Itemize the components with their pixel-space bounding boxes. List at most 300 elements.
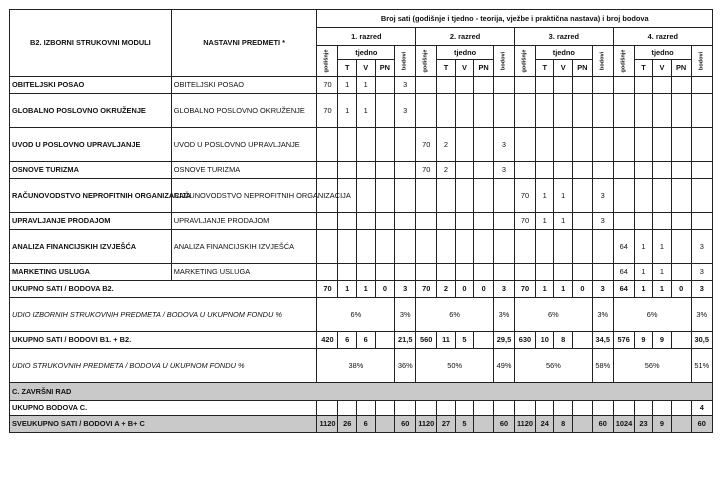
- totals-b2-cell-g1-c2: 1: [338, 281, 357, 298]
- curriculum-table-container: [9, 9, 713, 433]
- module-cell-g4-c1: [613, 128, 634, 162]
- totals-b2-cell-g4-c4: 0: [671, 281, 691, 298]
- grand-total-cell-g3-c2: 24: [535, 416, 554, 433]
- module-subject: GLOBALNO POSLOVNO OKRUŽENJE: [171, 94, 317, 128]
- module-cell-g1-c3: [356, 264, 375, 281]
- module-cell-g1-c3: [356, 128, 375, 162]
- module-cell-g4-c4: [671, 264, 691, 281]
- module-cell-g4-c2: [634, 128, 653, 162]
- module-cell-g3-c2: [535, 230, 554, 264]
- module-cell-g2-c2: [437, 179, 456, 213]
- grand-total-cell-g2-c3: 5: [455, 416, 474, 433]
- totals-c-cell-g1-c3: [356, 401, 375, 416]
- module-cell-g1-c4: [375, 264, 395, 281]
- bodovi-header: [494, 46, 515, 77]
- module-cell-g2-c2: 2: [437, 162, 456, 179]
- totals-c-cell-g4-c5: 4: [691, 401, 713, 416]
- module-subject: RAČUNOVODSTVO NEPROFITNIH ORGANIZACIJA: [171, 179, 317, 213]
- totals-c-cell-g2-c5: [494, 401, 515, 416]
- module-cell-g3-c2: [535, 94, 554, 128]
- module-cell-g2-c3: [455, 213, 474, 230]
- totals-b2-label: UKUPNO SATI / BODOVA B2.: [10, 281, 317, 298]
- module-name: GLOBALNO POSLOVNO OKRUŽENJE: [10, 94, 172, 128]
- prakticna-nastava-header: PN: [474, 60, 494, 77]
- totals-b2-cell-g3-c4: 0: [573, 281, 593, 298]
- module-cell-g3-c1: 70: [514, 179, 535, 213]
- module-cell-g3-c5: [592, 77, 613, 94]
- totals-b1b2-cell-g4-c3: 9: [653, 332, 672, 349]
- tjedno-header: tjedno: [535, 46, 592, 60]
- module-cell-g4-c5: [691, 179, 713, 213]
- totals-b1b2-cell-g2-c1: 560: [416, 332, 437, 349]
- module-cell-g3-c3: 1: [554, 213, 573, 230]
- module-cell-g2-c5: [494, 264, 515, 281]
- prakticna-nastava-header: PN: [671, 60, 691, 77]
- module-cell-g2-c4: [474, 179, 494, 213]
- godisnje-header: [514, 46, 535, 77]
- totals-b2-cell-g3-c2: 1: [535, 281, 554, 298]
- module-cell-g2-c2: [437, 94, 456, 128]
- module-cell-g1-c4: [375, 94, 395, 128]
- module-cell-g3-c1: 70: [514, 213, 535, 230]
- module-cell-g2-c1: 70: [416, 128, 437, 162]
- grade-header-3: 3. razred: [514, 28, 613, 46]
- header-b2-modules: B2. IZBORNI STRUKOVNI MODULI: [10, 10, 172, 77]
- totals-b2-cell-g3-c5: 3: [592, 281, 613, 298]
- share-b2-label: UDIO IZBORNIH STRUKOVNIH PREDMETA / BODOVA U UKUPNOM FONDU %: [10, 298, 317, 332]
- totals-c-cell-g2-c2: [437, 401, 456, 416]
- module-cell-g3-c4: [573, 264, 593, 281]
- totals-b1b2-cell-g3-c2: 10: [535, 332, 554, 349]
- module-name: MARKETING USLUGA: [10, 264, 172, 281]
- module-cell-g3-c3: [554, 77, 573, 94]
- module-cell-g1-c2: [338, 128, 357, 162]
- module-cell-g3-c3: [554, 128, 573, 162]
- module-cell-g4-c3: [653, 94, 672, 128]
- module-cell-g1-c2: [338, 264, 357, 281]
- totals-c-cell-g1-c2: [338, 401, 357, 416]
- module-cell-g1-c2: [338, 213, 357, 230]
- module-cell-g3-c2: [535, 128, 554, 162]
- module-cell-g2-c3: [455, 230, 474, 264]
- module-cell-g1-c3: [356, 213, 375, 230]
- module-cell-g1-c1: 70: [317, 77, 338, 94]
- module-cell-g3-c2: [535, 264, 554, 281]
- totals-b2-cell-g2-c5: 3: [494, 281, 515, 298]
- module-name: UPRAVLJANJE PRODAJOM: [10, 213, 172, 230]
- module-cell-g4-c4: [671, 162, 691, 179]
- grade-header-1: 1. razred: [317, 28, 416, 46]
- module-cell-g1-c4: [375, 162, 395, 179]
- module-cell-g4-c3: [653, 77, 672, 94]
- module-row: [10, 179, 713, 213]
- totals-b2-cell-g2-c3: 0: [455, 281, 474, 298]
- grand-total-cell-g4-c4: [671, 416, 691, 433]
- module-cell-g2-c3: [455, 128, 474, 162]
- totals-b1b2-cell-g2-c3: 5: [455, 332, 474, 349]
- module-cell-g3-c5: 3: [592, 213, 613, 230]
- godisnje-label: godišnje: [521, 49, 528, 73]
- grand-total-cell-g2-c1: 1120: [416, 416, 437, 433]
- module-cell-g2-c1: [416, 264, 437, 281]
- totals-c-cell-g1-c4: [375, 401, 395, 416]
- totals-c-cell-g4-c4: [671, 401, 691, 416]
- module-cell-g2-c4: [474, 162, 494, 179]
- grand-total-cell-g2-c2: 27: [437, 416, 456, 433]
- totals-b1b2-cell-g1-c4: [375, 332, 395, 349]
- module-cell-g2-c1: 70: [416, 162, 437, 179]
- totals-b2-cell-g3-c1: 70: [514, 281, 535, 298]
- module-cell-g4-c5: 3: [691, 264, 713, 281]
- module-cell-g4-c2: [634, 213, 653, 230]
- grand-total-cell-g4-c3: 9: [653, 416, 672, 433]
- module-cell-g3-c1: [514, 94, 535, 128]
- totals-b2-cell-g2-c1: 70: [416, 281, 437, 298]
- module-cell-g3-c3: [554, 94, 573, 128]
- totals-c-cell-g3-c2: [535, 401, 554, 416]
- totals-c-cell-g3-c1: [514, 401, 535, 416]
- module-cell-g3-c4: [573, 162, 593, 179]
- grade-header-2: 2. razred: [416, 28, 515, 46]
- module-cell-g1-c5: 3: [395, 77, 416, 94]
- module-cell-g3-c2: 1: [535, 213, 554, 230]
- share-b2-hours-pct-3: 6%: [514, 298, 592, 332]
- module-cell-g2-c2: [437, 230, 456, 264]
- share-b2-points-pct-3: 3%: [592, 298, 613, 332]
- module-cell-g4-c1: 64: [613, 230, 634, 264]
- module-cell-g4-c1: 64: [613, 264, 634, 281]
- tjedno-header: tjedno: [338, 46, 395, 60]
- module-cell-g2-c3: [455, 179, 474, 213]
- header-row-1: [10, 10, 713, 28]
- grand-total-cell-g1-c4: [375, 416, 395, 433]
- share-total-points-pct-3: 58%: [592, 349, 613, 383]
- module-cell-g3-c2: [535, 77, 554, 94]
- module-cell-g3-c3: [554, 162, 573, 179]
- totals-c-label: UKUPNO BODOVA C.: [10, 401, 317, 416]
- godisnje-header: [416, 46, 437, 77]
- module-cell-g1-c1: [317, 128, 338, 162]
- totals-b2-cell-g1-c3: 1: [356, 281, 375, 298]
- totals-b1b2-cell-g3-c1: 630: [514, 332, 535, 349]
- totals-b1b2-cell-g4-c5: 30,5: [691, 332, 713, 349]
- share-b2-points-pct-2: 3%: [494, 298, 515, 332]
- module-cell-g4-c3: 1: [653, 230, 672, 264]
- module-cell-g4-c5: 3: [691, 230, 713, 264]
- module-cell-g4-c1: [613, 213, 634, 230]
- module-row: [10, 128, 713, 162]
- module-subject: OSNOVE TURIZMA: [171, 162, 317, 179]
- module-cell-g2-c2: [437, 77, 456, 94]
- module-cell-g3-c5: [592, 264, 613, 281]
- totals-b1b2-label: UKUPNO SATI / BODOVI B1. + B2.: [10, 332, 317, 349]
- teorija-header: T: [535, 60, 554, 77]
- module-cell-g4-c3: [653, 128, 672, 162]
- totals-b1b2-row: [10, 332, 713, 349]
- module-cell-g4-c1: [613, 179, 634, 213]
- totals-b2-cell-g4-c3: 1: [653, 281, 672, 298]
- module-subject: OBITELJSKI POSAO: [171, 77, 317, 94]
- module-cell-g1-c2: 1: [338, 94, 357, 128]
- module-cell-g1-c5: [395, 162, 416, 179]
- module-cell-g1-c4: [375, 128, 395, 162]
- totals-b2-cell-g4-c5: 3: [691, 281, 713, 298]
- module-cell-g2-c1: [416, 94, 437, 128]
- module-cell-g3-c5: 3: [592, 179, 613, 213]
- module-cell-g4-c3: [653, 213, 672, 230]
- section-c-row: [10, 383, 713, 401]
- totals-b1b2-cell-g3-c4: [573, 332, 593, 349]
- module-cell-g4-c4: [671, 128, 691, 162]
- module-cell-g4-c4: [671, 179, 691, 213]
- bodovi-header: [691, 46, 713, 77]
- module-subject: MARKETING USLUGA: [171, 264, 317, 281]
- module-name: ANALIZA FINANCIJSKIH IZVJEŠĆA: [10, 230, 172, 264]
- module-cell-g4-c3: 1: [653, 264, 672, 281]
- module-cell-g2-c2: [437, 264, 456, 281]
- module-cell-g3-c2: 1: [535, 179, 554, 213]
- share-total-points-pct-2: 49%: [494, 349, 515, 383]
- module-cell-g1-c2: 1: [338, 77, 357, 94]
- module-cell-g2-c5: [494, 77, 515, 94]
- module-name: OSNOVE TURIZMA: [10, 162, 172, 179]
- module-cell-g2-c3: [455, 162, 474, 179]
- module-cell-g2-c5: 3: [494, 162, 515, 179]
- module-cell-g2-c3: [455, 77, 474, 94]
- module-cell-g2-c4: [474, 213, 494, 230]
- module-cell-g1-c3: [356, 179, 375, 213]
- module-cell-g2-c4: [474, 264, 494, 281]
- totals-c-cell-g4-c1: [613, 401, 634, 416]
- module-cell-g2-c1: [416, 230, 437, 264]
- share-total-label: UDIO STRUKOVNIH PREDMETA / BODOVA U UKUPNOM FONDU %: [10, 349, 317, 383]
- module-row: [10, 77, 713, 94]
- module-cell-g4-c4: [671, 213, 691, 230]
- totals-c-cell-g4-c2: [634, 401, 653, 416]
- module-cell-g2-c5: [494, 213, 515, 230]
- totals-b2-row: [10, 281, 713, 298]
- module-cell-g2-c3: [455, 264, 474, 281]
- module-cell-g4-c5: [691, 128, 713, 162]
- totals-b2-cell-g2-c2: 2: [437, 281, 456, 298]
- module-cell-g1-c1: [317, 230, 338, 264]
- module-cell-g4-c1: [613, 77, 634, 94]
- module-cell-g1-c1: 70: [317, 94, 338, 128]
- module-cell-g2-c2: 2: [437, 128, 456, 162]
- module-cell-g3-c3: [554, 230, 573, 264]
- share-total-hours-pct-4: 56%: [613, 349, 691, 383]
- module-cell-g3-c5: [592, 162, 613, 179]
- module-row: [10, 213, 713, 230]
- totals-c-cell-g1-c5: [395, 401, 416, 416]
- module-cell-g1-c5: [395, 230, 416, 264]
- module-name: OBITELJSKI POSAO: [10, 77, 172, 94]
- vjezbe-header: V: [356, 60, 375, 77]
- grand-total-label: SVEUKUPNO SATI / BODOVI A + B+ C: [10, 416, 317, 433]
- module-cell-g1-c5: [395, 128, 416, 162]
- totals-b1b2-cell-g2-c2: 11: [437, 332, 456, 349]
- module-cell-g1-c3: 1: [356, 94, 375, 128]
- module-cell-g3-c1: [514, 264, 535, 281]
- module-cell-g1-c5: [395, 213, 416, 230]
- module-cell-g1-c5: 3: [395, 94, 416, 128]
- grand-total-cell-g2-c4: [474, 416, 494, 433]
- godisnje-header: [613, 46, 634, 77]
- grand-total-cell-g1-c2: 26: [338, 416, 357, 433]
- module-cell-g4-c1: [613, 162, 634, 179]
- share-total-hours-pct-1: 38%: [317, 349, 395, 383]
- totals-c-cell-g2-c4: [474, 401, 494, 416]
- module-subject: UVOD U POSLOVNO UPRAVLJANJE: [171, 128, 317, 162]
- vjezbe-header: V: [455, 60, 474, 77]
- module-row: [10, 94, 713, 128]
- grand-total-cell-g4-c1: 1024: [613, 416, 634, 433]
- totals-b2-cell-g4-c1: 64: [613, 281, 634, 298]
- module-cell-g3-c5: [592, 128, 613, 162]
- module-row: [10, 162, 713, 179]
- grand-total-cell-g2-c5: 60: [494, 416, 515, 433]
- prakticna-nastava-header: PN: [573, 60, 593, 77]
- module-cell-g2-c5: [494, 179, 515, 213]
- module-cell-g1-c3: 1: [356, 77, 375, 94]
- module-cell-g4-c2: [634, 94, 653, 128]
- bodovi-label: bodovi: [500, 51, 507, 71]
- share-total-points-pct-1: 36%: [395, 349, 416, 383]
- totals-b2-cell-g1-c1: 70: [317, 281, 338, 298]
- section-c-title: C. ZAVRŠNI RAD: [10, 383, 713, 401]
- module-cell-g3-c4: [573, 77, 593, 94]
- module-subject: UPRAVLJANJE PRODAJOM: [171, 213, 317, 230]
- header-hours-title: Broj sati (godišnje i tjedno - teorija, vježbe i praktična nastava) i broj bodova: [317, 10, 713, 28]
- module-cell-g1-c4: [375, 213, 395, 230]
- totals-b1b2-cell-g1-c2: 6: [338, 332, 357, 349]
- module-cell-g4-c2: 1: [634, 230, 653, 264]
- module-cell-g4-c3: [653, 179, 672, 213]
- bodovi-label: bodovi: [401, 51, 408, 71]
- module-cell-g1-c1: [317, 162, 338, 179]
- module-cell-g2-c4: [474, 94, 494, 128]
- totals-b2-cell-g1-c5: 3: [395, 281, 416, 298]
- module-cell-g2-c2: [437, 213, 456, 230]
- module-row: [10, 230, 713, 264]
- module-cell-g1-c2: [338, 230, 357, 264]
- share-total-hours-pct-3: 56%: [514, 349, 592, 383]
- module-cell-g4-c4: [671, 77, 691, 94]
- header-subjects: NASTAVNI PREDMETI *: [171, 10, 317, 77]
- module-cell-g2-c4: [474, 230, 494, 264]
- totals-b1b2-cell-g4-c1: 576: [613, 332, 634, 349]
- totals-b2-cell-g2-c4: 0: [474, 281, 494, 298]
- totals-c-cell-g3-c4: [573, 401, 593, 416]
- module-cell-g2-c1: [416, 179, 437, 213]
- module-cell-g3-c2: [535, 162, 554, 179]
- godisnje-label: godišnje: [422, 49, 429, 73]
- share-total-row: [10, 349, 713, 383]
- module-cell-g2-c1: [416, 77, 437, 94]
- prakticna-nastava-header: PN: [375, 60, 395, 77]
- grand-total-cell-g4-c5: 60: [691, 416, 713, 433]
- totals-b1b2-cell-g2-c5: 29,5: [494, 332, 515, 349]
- module-cell-g3-c4: [573, 230, 593, 264]
- module-cell-g3-c5: [592, 94, 613, 128]
- module-cell-g1-c1: [317, 213, 338, 230]
- vjezbe-header: V: [653, 60, 672, 77]
- module-cell-g4-c2: [634, 77, 653, 94]
- bodovi-label: bodovi: [698, 51, 705, 71]
- module-cell-g3-c1: [514, 77, 535, 94]
- module-name: RAČUNOVODSTVO NEPROFITNIH ORGANIZACIJA: [10, 179, 172, 213]
- share-b2-hours-pct-2: 6%: [416, 298, 494, 332]
- module-cell-g2-c5: [494, 94, 515, 128]
- grand-total-cell-g3-c5: 60: [592, 416, 613, 433]
- module-cell-g3-c1: [514, 128, 535, 162]
- totals-b1b2-cell-g3-c3: 8: [554, 332, 573, 349]
- module-cell-g3-c4: [573, 94, 593, 128]
- module-cell-g1-c4: [375, 179, 395, 213]
- module-cell-g3-c4: [573, 128, 593, 162]
- tjedno-header: tjedno: [437, 46, 494, 60]
- module-cell-g2-c5: [494, 230, 515, 264]
- module-name: UVOD U POSLOVNO UPRAVLJANJE: [10, 128, 172, 162]
- share-b2-hours-pct-4: 6%: [613, 298, 691, 332]
- grand-total-cell-g1-c3: 6: [356, 416, 375, 433]
- godisnje-label: godišnje: [620, 49, 627, 73]
- totals-b1b2-cell-g1-c1: 420: [317, 332, 338, 349]
- module-cell-g1-c4: [375, 230, 395, 264]
- share-b2-points-pct-1: 3%: [395, 298, 416, 332]
- bodovi-header: [395, 46, 416, 77]
- module-cell-g4-c4: [671, 230, 691, 264]
- module-cell-g4-c3: [653, 162, 672, 179]
- module-cell-g3-c3: [554, 264, 573, 281]
- module-cell-g1-c3: [356, 230, 375, 264]
- teorija-header: T: [634, 60, 653, 77]
- totals-b2-cell-g4-c2: 1: [634, 281, 653, 298]
- module-row: [10, 264, 713, 281]
- module-subject: ANALIZA FINANCIJSKIH IZVJEŠĆA: [171, 230, 317, 264]
- vjezbe-header: V: [554, 60, 573, 77]
- totals-c-cell-g1-c1: [317, 401, 338, 416]
- module-cell-g2-c3: [455, 94, 474, 128]
- module-cell-g2-c4: [474, 77, 494, 94]
- bodovi-header: [592, 46, 613, 77]
- teorija-header: T: [338, 60, 357, 77]
- godisnje-label: godišnje: [323, 49, 330, 73]
- module-cell-g4-c5: [691, 77, 713, 94]
- module-cell-g4-c2: 1: [634, 264, 653, 281]
- grand-total-cell-g4-c2: 23: [634, 416, 653, 433]
- module-cell-g4-c2: [634, 162, 653, 179]
- module-cell-g1-c5: [395, 264, 416, 281]
- totals-c-cell-g2-c3: [455, 401, 474, 416]
- module-cell-g4-c2: [634, 179, 653, 213]
- module-cell-g1-c5: [395, 179, 416, 213]
- godisnje-header: [317, 46, 338, 77]
- totals-b1b2-cell-g3-c5: 34,5: [592, 332, 613, 349]
- module-cell-g1-c3: [356, 162, 375, 179]
- share-total-points-pct-4: 51%: [691, 349, 713, 383]
- totals-c-cell-g3-c5: [592, 401, 613, 416]
- share-b2-row: [10, 298, 713, 332]
- module-cell-g4-c1: [613, 94, 634, 128]
- curriculum-hours-table: [9, 9, 713, 433]
- totals-b2-cell-g3-c3: 1: [554, 281, 573, 298]
- totals-b1b2-cell-g1-c5: 21,5: [395, 332, 416, 349]
- module-cell-g3-c1: [514, 162, 535, 179]
- totals-c-cell-g4-c3: [653, 401, 672, 416]
- totals-c-row: [10, 401, 713, 416]
- module-cell-g3-c4: [573, 213, 593, 230]
